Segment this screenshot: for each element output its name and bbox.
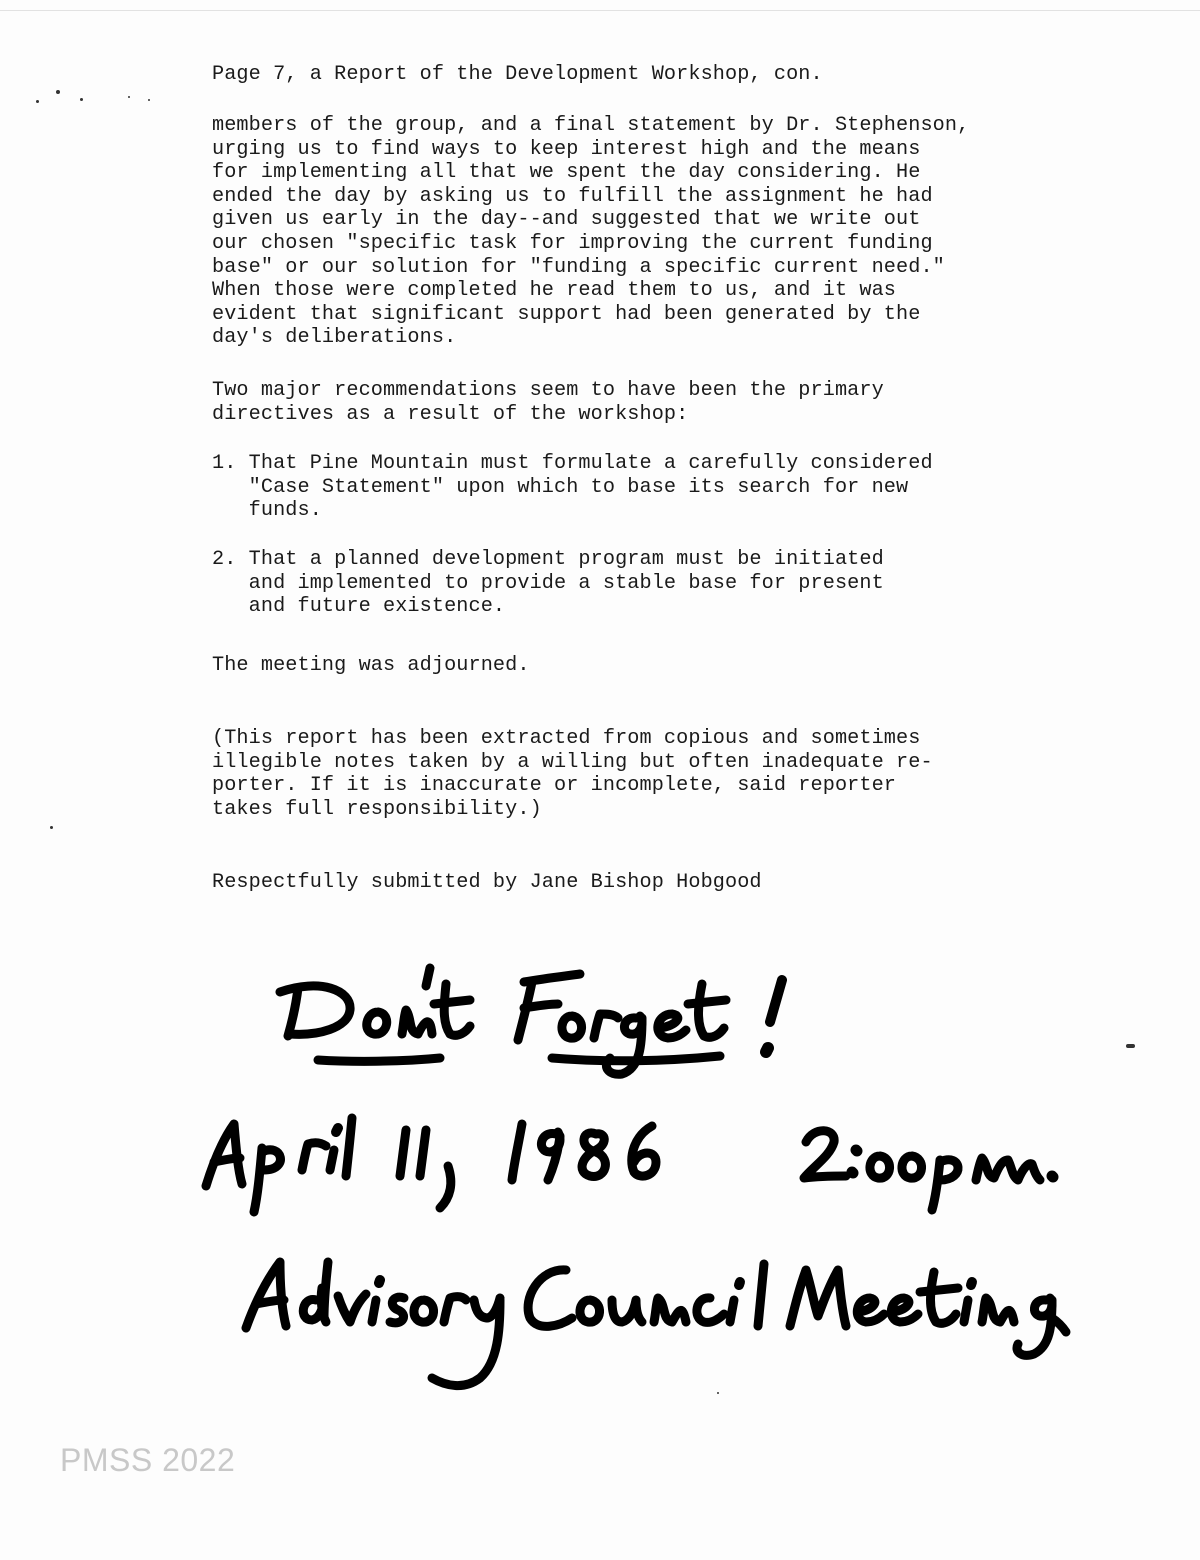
disclaimer-paragraph: (This report has been extracted from copious and sometimes illegible notes taken by a willing but often inadequate re- porter. If it is inaccurate or incomplete, said reporter takes full responsibility.) [212,727,933,821]
recommendation-item-1: 1. That Pine Mountain must formulate a carefully considered "Case Statement" upon which to base its search for new funds. [212,452,933,523]
handwriting-line-1 [280,968,782,1074]
handwriting-line-3 [246,1262,1066,1386]
signature-line: Respectfully submitted by Jane Bishop Hobgood [212,871,762,894]
recommendation-item-2: 2. That a planned development program must be initiated and implemented to provide a stable base for present and future existence. [212,548,884,619]
paragraph-closing-statement: members of the group, and a final statement by Dr. Stephenson, urging us to find ways to keep interest high and the means for implementing all that we spent the day considering. He ended the day by asking us to fulfill the assignment he had given us early in the day--and suggested that we write out our chosen "specific task for improving the current funding base" or our solution for "funding a specific current need." When those were completed he read them to us, and it was evident that significant support had been generated by the day's deliberations. [212,114,970,350]
handwriting-line-2 [206,1118,1053,1212]
adjourned-statement: The meeting was adjourned. [212,654,530,677]
archive-watermark: PMSS 2022 [60,1442,236,1478]
page-header: Page 7, a Report of the Development Workshop, con. [212,63,823,86]
paragraph-recommendations-intro: Two major recommendations seem to have been the primary directives as a result of the workshop: [212,379,884,426]
